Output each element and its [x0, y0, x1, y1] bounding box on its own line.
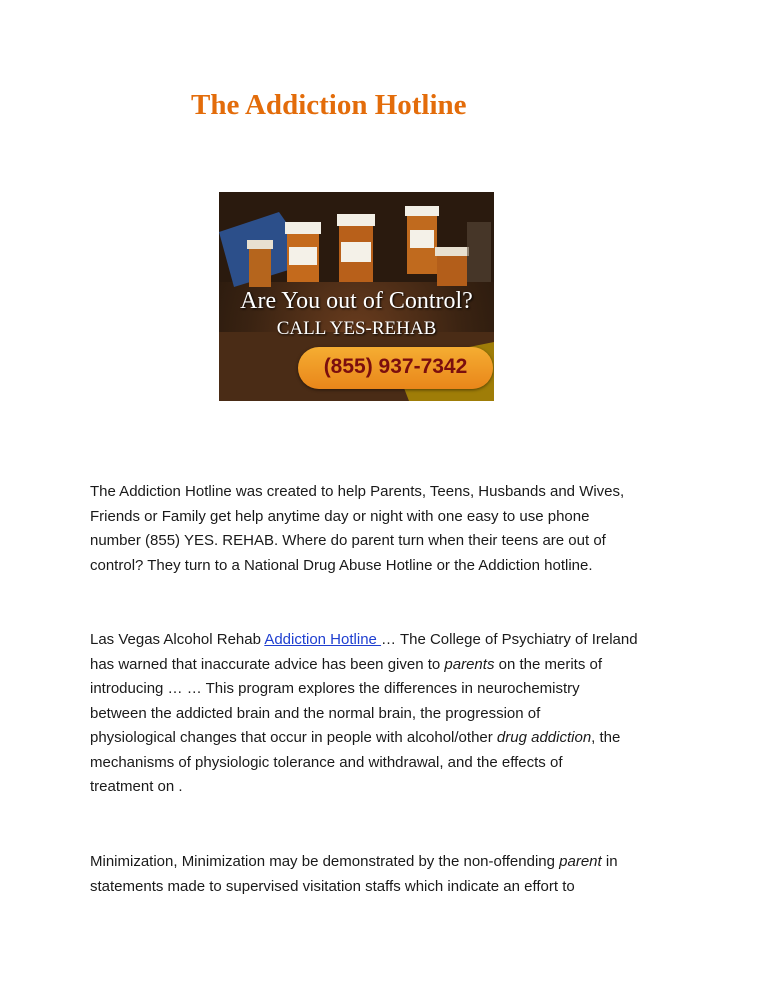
- text-line: [90, 726, 690, 751]
- addiction-hotline-link[interactable]: Addiction Hotline: [264, 631, 382, 648]
- emphasis-text: parents: [444, 655, 495, 673]
- text-line: between the addicted brain and the normal brain, the progression of: [90, 704, 541, 722]
- phone-number-pill: [298, 347, 493, 389]
- text-line: mechanisms of physiologic tolerance and withdrawal, and the effects of: [90, 753, 563, 771]
- paragraph-minimization: [90, 850, 690, 899]
- banner-headline: Are You out of Control?: [240, 288, 473, 314]
- text-line: [90, 653, 690, 678]
- text-line: The Addiction Hotline was created to help Parents, Teens, Husbands and Wives,: [90, 483, 625, 500]
- page-title: The Addiction Hotline: [191, 89, 467, 121]
- text-line: introducing … … This program explores the differences in neurochemistry: [90, 680, 580, 697]
- banner-call-text: CALL YES-REHAB: [276, 318, 437, 339]
- text-line: Friends or Family get help anytime day or night with one easy to use phone: [90, 507, 590, 525]
- hotline-banner-image: [219, 192, 494, 401]
- text-line: [90, 628, 690, 653]
- text-segment: … The College of Psychiatry of Ireland: [381, 631, 638, 648]
- text-line: statements made to supervised visitation staffs which indicate an effort to: [90, 877, 575, 895]
- text-segment: Minimization, Minimization may be demonstrated by the non-offending: [90, 853, 560, 870]
- text-segment: , the: [591, 729, 621, 746]
- text-segment: Las Vegas Alcohol Rehab: [90, 631, 265, 648]
- text-segment: in: [601, 853, 618, 870]
- text-segment: physiological changes that occur in people with alcohol/other: [90, 729, 497, 746]
- paragraph-rehab: [90, 628, 690, 800]
- text-line: treatment on .: [90, 778, 183, 795]
- phone-number: (855) 937-7342: [323, 355, 468, 378]
- emphasis-text: drug addiction: [496, 729, 592, 746]
- text-segment: on the merits of: [494, 655, 603, 673]
- text-segment: has warned that inaccurate advice has been given to: [90, 655, 445, 673]
- text-line: [90, 850, 690, 875]
- paragraph-intro: [90, 480, 690, 578]
- emphasis-text: parent: [559, 853, 602, 870]
- text-line: number (855) YES. REHAB. Where do parent turn when their teens are out of: [90, 532, 606, 549]
- text-line: control? They turn to a National Drug Abuse Hotline or the Addiction hotline.: [90, 556, 593, 574]
